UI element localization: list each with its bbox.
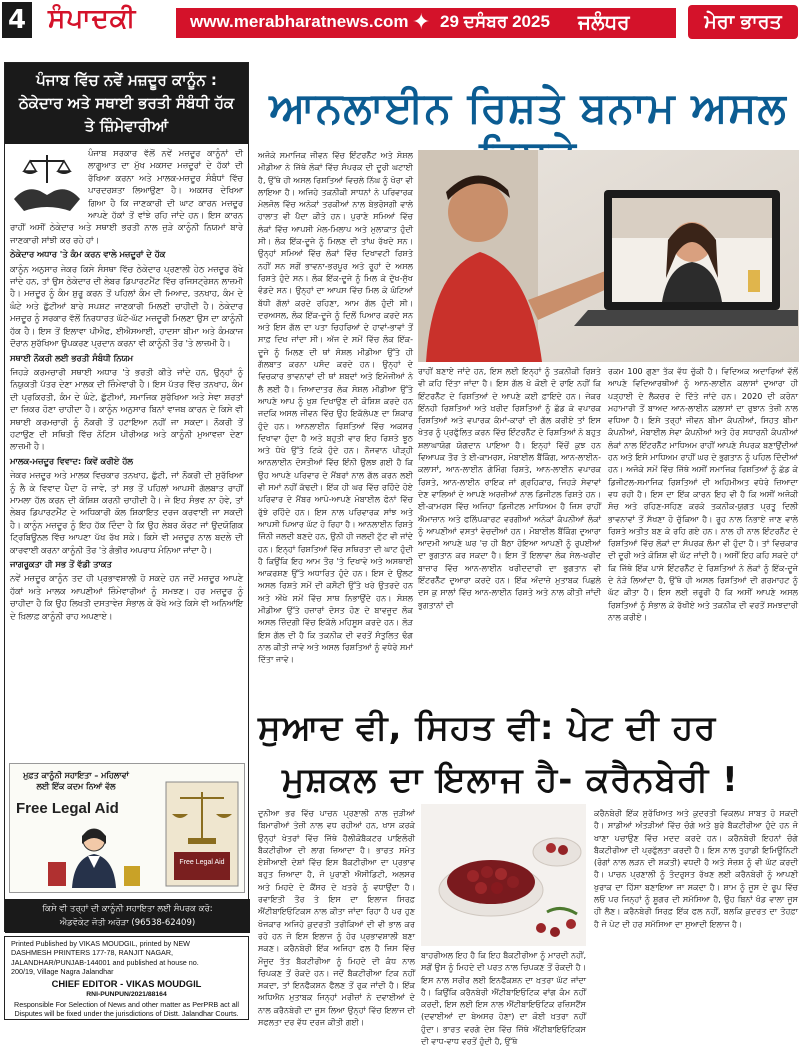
article2-headline	[258, 702, 798, 806]
article2-headline-line1: ਸੁਆਦ ਵੀ, ਸਿਹਤ ਵੀ: ਪੇਟ ਦੀ ਹਰ	[258, 708, 717, 748]
responsibility-note: Responsible For Selection of News and other matter as PerPRB act all Disputes will be fixed under the jurisdictions of Distt. Jalandhar Courts.	[14, 1000, 239, 1019]
article2-column-a: ਦੁਨੀਆ ਭਰ ਵਿੱਚ ਪਾਚਨ ਪ੍ਰਣਾਲੀ ਨਾਲ ਜੁੜੀਆਂ ਬਿਮਾਰੀਆਂ ਤੇਜ਼ੀ ਨਾਲ ਵਧ ਰਹੀਆਂ ਹਨ, ਖਾਸ ਕਰਕੇ ਉਨ੍ਹਾਂ ਖੇਤਰਾਂ ਵਿੱਚ ਜਿੱਥੇ ਹੈਲੀਕੋਬੈਕਟਰ ਪਾਇਲੋਰੀ ਬੈਕਟੀਰੀਆ ਦੀ ਲਾਗ ਜ਼ਿਆਦਾ ਹੈ। ਭਾਰਤ ਸਮੇਤ ਏਸ਼ੀਆਈ ਦੇਸ਼ਾਂ ਵਿੱਚ ਇਸ ਬੈਕਟੀਰੀਆ ਦਾ ਪ੍ਰਭਾਵ ਬਹੁਤ ਜ਼ਿਆਦਾ ਹੈ, ਜੋ ਪੁਰਾਣੀ ਐਸੀਡਿਟੀ, ਅਲਸਰ ਅਤੇ ਮਿਹਦੇ ਦੇ ਕੈਂਸਰ ਦੇ ਖ਼ਤਰੇ ਨੂੰ ਵਧਾਉਂਦਾ ਹੈ। ਰਵਾਇਤੀ ਤੌਰ ਤੇ ਇਸ ਦਾ ਇਲਾਜ ਸਿਰਫ਼ ਐਂਟੀਬਾਇਓਟਿਕਸ ਨਾਲ ਕੀਤਾ ਜਾਂਦਾ ਰਿਹਾ ਹੈ ਪਰ ਹੁਣ ਖੋਜਕਾਰ ਅਜਿਹੇ ਕੁਦਰਤੀ ਤਰੀਕਿਆਂ ਦੀ ਵੀ ਭਾਲ ਕਰ ਰਹੇ ਹਨ ਜੋ ਇਸ ਇਲਾਜ ਨੂੰ ਹੋਰ ਪ੍ਰਭਾਵਸ਼ਾਲੀ ਬਣਾ ਸਕਣ। ਕਰੈਨਬੇਰੀ ਇੱਕ ਅਜਿਹਾ ਫਲ ਹੈ ਜਿਸ ਵਿੱਚ ਮੌਜੂਦ ਤੱਤ ਬੈਕਟੀਰੀਆ ਨੂੰ ਮਿਹਦੇ ਦੀ ਕੰਧ ਨਾਲ ਚਿਪਕਣ ਤੋਂ ਰੋਕਦੇ ਹਨ। ਜਦੋਂ ਬੈਕਟੀਰੀਆ ਟਿਕ ਨਹੀਂ ਸਕਦਾ, ਤਾਂ ਇਨਫੈਕਸ਼ਨ ਫੈਲਣ ਤੋਂ ਰੁਕ ਜਾਂਦੀ ਹੈ। ਇੱਕ ਅਧਿਐਨ ਮੁਤਾਬਕ ਜਿਨ੍ਹਾਂ ਮਰੀਜ਼ਾਂ ਨੇ ਦਵਾਈਆਂ ਦੇ ਨਾਲ ਕਰੈਨਬੇਰੀ ਦਾ ਜੂਸ ਲਿਆ ਉਨ੍ਹਾਂ ਵਿੱਚ ਇਲਾਜ ਦੀ ਸਫਲਤਾ ਦਰ ਵੱਧ ਦਰਜ ਕੀਤੀ ਗਈ।	[258, 809, 415, 1028]
section-body: ਜੇਕਰ ਮਜ਼ਦੂਰ ਅਤੇ ਮਾਲਕ ਵਿਚਕਾਰ ਤਨਖਾਹ, ਛੁੱਟੀ, ਜਾਂ ਨੌਕਰੀ ਦੀ ਸੁਰੱਖਿਆ ਨੂੰ ਲੈ ਕੇ ਵਿਵਾਦ ਪੈਦਾ ਹੋ ਜਾਵੇ, ਤਾਂ ਸਭ ਤੋਂ ਪਹਿਲਾਂ ਆਪਸੀ ਗੱਲਬਾਤ ਰਾਹੀਂ ਮਾਮਲਾ ਹੱਲ ਕਰਨ ਦੀ ਕੋਸ਼ਿਸ਼ ਕਰਨੀ ਚਾਹੀਦੀ ਹੈ। ਜੇ ਇਹ ਸੰਭਵ ਨਾ ਹੋਵੇ, ਤਾਂ ਲੇਬਰ ਡਿਪਾਰਟਮੈਂਟ ਦੇ ਅਧਿਕਾਰੀ ਕੋਲ ਸ਼ਿਕਾਇਤ ਦਰਜ ਕਰਵਾਈ ਜਾ ਸਕਦੀ ਹੈ। ਕਾਨੂੰਨ ਮਜ਼ਦੂਰ ਨੂੰ ਇਹ ਹੱਕ ਦਿੰਦਾ ਹੈ ਕਿ ਉਹ ਲੇਬਰ ਕੋਰਟ ਜਾਂ ਉਦਯੋਗਿਕ ਟ੍ਰਿਬਿਊਨਲ ਵਿੱਚ ਆਪਣਾ ਪੱਖ ਰੱਖ ਸਕੇ। ਕਿਸੇ ਵੀ ਮਜ਼ਦੂਰ ਨਾਲ ਬਦਲੇ ਦੀ ਕਾਰਵਾਈ ਕਰਨਾ ਕਾਨੂੰਨੀ ਤੌਰ 'ਤੇ ਗੰਭੀਰ ਅਪਰਾਧ ਮੰਨਿਆ ਜਾਂਦਾ ਹੈ।	[10, 470, 243, 555]
article2-headline-line2: ਮੁਸ਼ਕਲ ਦਾ ਇਲਾਜ ਹੈ- ਕਰੈਨਬੇਰੀ !	[282, 760, 739, 800]
legal-aid-title: ਮੁਫ਼ਤ ਕਾਨੂੰਨੀ ਸਹਾਇਤਾ – ਮਹਿਲਾਵਾਂ ਲਈ ਇੱਕ ਕਦਮ ਨਿਆਂ ਵੱਲ	[23, 771, 129, 791]
imprint-line: 200/19, Village Nagra Jalandhar	[11, 967, 114, 977]
justice-hands-icon	[10, 149, 84, 219]
section-title: ਸੰਪਾਦਕੀ	[48, 4, 137, 34]
section-heading: ਠੇਕੇਦਾਰ ਅਧਾਰ 'ਤੇ ਕੰਮ ਕਰਨ ਵਾਲੇ ਮਜ਼ਦੂਰਾਂ ਦੇ ਹੱਕ	[10, 249, 166, 260]
imprint-line: JALANDHAR/PUNJAB-144001 and published at house no.	[11, 957, 199, 967]
section-body: ਜਿਹੜੇ ਕਰਮਚਾਰੀ ਸਥਾਈ ਅਧਾਰ 'ਤੇ ਭਰਤੀ ਕੀਤੇ ਜਾਂਦੇ ਹਨ, ਉਨ੍ਹਾਂ ਨੂੰ ਨਿਯੁਕਤੀ ਪੱਤਰ ਦੇਣਾ ਮਾਲਕ ਦੀ ਜ਼ਿੰਮੇਵਾਰੀ ਹੈ। ਇਸ ਪੱਤਰ ਵਿੱਚ ਤਨਖਾਹ, ਕੰਮ ਦੀ ਪ੍ਰਕਿਰਤੀ, ਕੰਮ ਦੇ ਘੰਟੇ, ਛੁੱਟੀਆਂ, ਸਮਾਜਿਕ ਸੁਰੱਖਿਆ ਅਤੇ ਸੇਵਾ ਸ਼ਰਤਾਂ ਦਾ ਜ਼ਿਕਰ ਹੋਣਾ ਚਾਹੀਦਾ ਹੈ। ਕਾਨੂੰਨ ਅਨੁਸਾਰ ਬਿਨਾਂ ਵਾਜਬ ਕਾਰਨ ਦੇ ਕਿਸੇ ਵੀ ਸਥਾਈ ਕਰਮਚਾਰੀ ਨੂੰ ਨੌਕਰੀ ਤੋਂ ਹਟਾਇਆ ਨਹੀਂ ਜਾ ਸਕਦਾ। ਨੌਕਰੀ ਤੋਂ ਹਟਾਉਣ ਦੀ ਸਥਿਤੀ ਵਿੱਚ ਨੋਟਿਸ ਪੀਰੀਅਡ ਅਤੇ ਕਾਨੂੰਨੀ ਮੁਆਵਜ਼ਾ ਦੇਣਾ ਲਾਜ਼ਮੀ ਹੈ।	[10, 366, 243, 452]
lawyer-illustration-icon	[44, 822, 144, 890]
website-link[interactable]: www.merabharatnews.com	[190, 12, 409, 31]
section-heading: ਜਾਗਰੂਕਤਾ ਹੀ ਸਭ ਤੋਂ ਵੱਡੀ ਤਾਕਤ	[10, 559, 112, 569]
star-icon: ✦	[412, 10, 431, 35]
contact-line: ਕਿਸੇ ਵੀ ਤਰ੍ਹਾਂ ਦੀ ਕਾਨੂੰਨੀ ਸਹਾਇਤਾ ਲਈ ਸੰਪਰਕ ਕਰੋ:	[42, 904, 213, 914]
issue-date: 29 ਦਸੰਬਰ 2025	[440, 12, 550, 31]
left-intro: ਪੰਜਾਬ ਸਰਕਾਰ ਵੱਲੋਂ ਨਵੇਂ ਮਜ਼ਦੂਰ ਕਾਨੂੰਨਾਂ ਦੀ ਲਾਗੂਆਤ ਦਾ ਮੁੱਖ ਮਕਸਦ ਮਜ਼ਦੂਰਾਂ ਦੇ ਹੱਕਾਂ ਦੀ ਰੱਖਿਆ ਕਰਨਾ ਅਤੇ ਮਾਲਕ-ਮਜ਼ਦੂਰ ਸੰਬੰਧਾਂ ਵਿੱਚ ਪਾਰਦਰਸ਼ਤਾ ਲਿਆਉਣਾ ਹੈ। ਅਕਸਰ ਦੇਖਿਆ ਗਿਆ ਹੈ ਕਿ ਜਾਣਕਾਰੀ ਦੀ ਘਾਟ ਕਾਰਨ ਮਜ਼ਦੂਰ ਆਪਣੇ ਹੱਕਾਂ ਤੋਂ ਵਾਂਝੇ ਰਹਿ ਜਾਂਦੇ ਹਨ। ਇਸ ਕਾਰਨ ਰਾਹੀਂ ਅਸੀਂ ਠੇਕੇਦਾਰ ਅਤੇ ਸਥਾਈ ਭਰਤੀ ਨਾਲ ਜੁੜੇ ਕਾਨੂੰਨੀ ਨਿਯਮਾਂ ਬਾਰੇ ਜਾਣਕਾਰੀ ਸਾਂਝੀ ਕਰ ਰਹੇ ਹਾਂ।	[10, 148, 243, 245]
rni-number: RNI-PUNPUN/2021/88164	[86, 990, 167, 998]
left-article-body	[5, 144, 248, 622]
contact-advocate: ਐਡਵੋਕੇਟ ਜੋਤੀ ਅਰੋੜਾ (96538-62409)	[59, 918, 196, 928]
legal-aid-box	[9, 763, 245, 893]
article1-column-a: ਅਜੋਕੇ ਸਮਾਜਿਕ ਜੀਵਨ ਵਿੱਚ ਇੰਟਰਨੈੱਟ ਅਤੇ ਸੋਸ਼ਲ ਮੀਡੀਆ ਨੇ ਜਿੱਥੇ ਲੋਕਾਂ ਵਿੱਚ ਸੰਪਰਕ ਦੀ ਦੂਰੀ ਘਟਾਈ ਹੈ, ਉੱਥੇ ਹੀ ਅਸਲ ਰਿਸ਼ਤਿਆਂ ਵਿਚਲੇ ਨਿੱਘ ਨੂੰ ਖੋਰਾ ਵੀ ਲਾਇਆ ਹੈ। ਅਜਿਹੇ ਤਕਨੀਕੀ ਸਾਧਨਾਂ ਨੇ ਪਰਿਵਾਰਕ ਮੇਲਜੋਲ ਵਿੱਚ ਅਨੇਕਾਂ ਤਰਕੀਆਂ ਨਾਲ ਬੇਭਰੋਸਗੀ ਵਾਲੇ ਹਾਲਾਤ ਵੀ ਪੈਦਾ ਕੀਤੇ ਹਨ। ਪੁਰਾਣੇ ਸਮਿਆਂ ਵਿੱਚ ਲੋਕਾਂ ਵਿੱਚ ਆਪਸੀ ਮੇਲ-ਮਿਲਾਪ ਅਤੇ ਮੁਲਾਕਾਤ ਹੁੰਦੀ ਸੀ। ਲੋਕ ਇੱਕ-ਦੂਜੇ ਨੂੰ ਮਿਲਣ ਦੀ ਤਾਂਘ ਰੱਖਦੇ ਸਨ। ਉਨ੍ਹਾਂ ਸਮਿਆਂ ਵਿੱਚ ਲੋਕਾਂ ਵਿੱਚ ਦਿਖਾਵਟੀ ਰਿਸ਼ਤੇ ਨਹੀਂ ਸਨ ਸਗੋਂ ਭਾਵਨਾ-ਭਰਪੂਰ ਅਤੇ ਰੂਹਾਂ ਦੇ ਅਸਲ ਰਿਸ਼ਤੇ ਹੁੰਦੇ ਸਨ। ਲੋਕ ਇੱਕ-ਦੂਜੇ ਨੂੰ ਮਿਲ ਕੇ ਦੁੱਖ-ਸੁੱਖ ਵੰਡਦੇ ਸਨ। ਉਨ੍ਹਾਂ ਦਾ ਆਪਸ ਵਿੱਚ ਮਿਲ ਕੇ ਘੰਟਿਆਂ ਬੱਧੀ ਗੱਲਾਂ ਕਰਦੇ ਰਹਿਣਾ, ਆਮ ਗੱਲ ਹੁੰਦੀ ਸੀ। ਦਰਅਸਲ, ਲੋਕ ਇੱਕ-ਦੂਜੇ ਨੂੰ ਦਿਲੋਂ ਪਿਆਰ ਕਰਦੇ ਸਨ ਅਤੇ ਇਸ ਗੱਲ ਦਾ ਪਤਾ ਚਿਹਰਿਆਂ ਦੇ ਹਾਵਾਂ-ਭਾਵਾਂ ਤੋਂ ਸਾਫ਼ ਦਿਖ ਜਾਂਦਾ ਸੀ। ਅੱਜ ਦੇ ਸਮੇਂ ਵਿੱਚ ਲੋਕ ਇੱਕ-ਦੂਜੇ ਨੂੰ ਮਿਲਣ ਦੀ ਥਾਂ ਸੋਸ਼ਲ ਮੀਡੀਆ ਉੱਤੇ ਹੀ ਗੱਲਬਾਤ ਕਰਨਾ ਪਸੰਦ ਕਰਦੇ ਹਨ। ਉਨ੍ਹਾਂ ਦੇ ਵਿਚਕਾਰ ਭਾਵਨਾਵਾਂ ਦੀ ਥਾਂ ਸ਼ਬਦਾਂ ਅਤੇ ਇਮੋਜੀਆਂ ਨੇ ਲੈ ਲਈ ਹੈ। ਜ਼ਿਆਦਾਤਰ ਲੋਕ ਸੋਸ਼ਲ ਮੀਡੀਆ ਉੱਤੇ ਆਪਣੇ ਆਪ ਨੂੰ ਖੁਸ਼ ਦਿਖਾਉਣ ਦੀ ਕੋਸ਼ਿਸ਼ ਕਰਦੇ ਹਨ ਜਦਕਿ ਅਸਲ ਜੀਵਨ ਵਿੱਚ ਉਹ ਇਕੱਲੇਪਣ ਦਾ ਸ਼ਿਕਾਰ ਹੁੰਦੇ ਹਨ। ਆਨਲਾਈਨ ਰਿਸ਼ਤਿਆਂ ਵਿੱਚ ਅਕਸਰ ਦਿਖਾਵਾ ਹੁੰਦਾ ਹੈ ਅਤੇ ਬਹੁਤੀ ਵਾਰ ਇਹ ਰਿਸ਼ਤੇ ਝੂਠ ਅਤੇ ਧੋਖੇ ਉੱਤੇ ਟਿਕੇ ਹੁੰਦੇ ਹਨ। ਨੌਜਵਾਨ ਪੀੜ੍ਹੀ ਆਨਲਾਈਨ ਦੋਸਤੀਆਂ ਵਿੱਚ ਇੰਨੀ ਉਲਝ ਗਈ ਹੈ ਕਿ ਉਹ ਆਪਣੇ ਪਰਿਵਾਰ ਦੇ ਮੈਂਬਰਾਂ ਨਾਲ ਗੱਲ ਕਰਨ ਲਈ ਵੀ ਸਮਾਂ ਨਹੀਂ ਕੱਢਦੀ। ਇੱਕ ਹੀ ਘਰ ਵਿੱਚ ਰਹਿੰਦੇ ਹੋਏ ਪਰਿਵਾਰ ਦੇ ਮੈਂਬਰ ਆਪੋ-ਆਪਣੇ ਮੋਬਾਈਲ ਫੋਨਾਂ ਵਿੱਚ ਰੁੱਝੇ ਰਹਿੰਦੇ ਹਨ। ਇਸ ਨਾਲ ਪਰਿਵਾਰਕ ਸਾਂਝ ਅਤੇ ਆਪਸੀ ਪਿਆਰ ਘੱਟ ਹੋ ਰਿਹਾ ਹੈ। ਆਨਲਾਈਨ ਰਿਸ਼ਤੇ ਜਿੰਨੀ ਜਲਦੀ ਬਣਦੇ ਹਨ, ਉਨੀ ਹੀ ਜਲਦੀ ਟੁੱਟ ਵੀ ਜਾਂਦੇ ਹਨ। ਇਨ੍ਹਾਂ ਰਿਸ਼ਤਿਆਂ ਵਿੱਚ ਸਥਿਰਤਾ ਦੀ ਘਾਟ ਹੁੰਦੀ ਹੈ ਕਿਉਂਕਿ ਇਹ ਆਮ ਤੌਰ 'ਤੇ ਦਿਖਾਵੇ ਅਤੇ ਅਸਥਾਈ ਆਕਰਸ਼ਣ ਉੱਤੇ ਅਧਾਰਿਤ ਹੁੰਦੇ ਹਨ। ਇਸ ਦੇ ਉਲਟ ਅਸਲ ਰਿਸ਼ਤੇ ਸਮੇਂ ਦੀ ਕਸੌਟੀ ਉੱਤੇ ਖਰੇ ਉਤਰਦੇ ਹਨ ਅਤੇ ਔਖੇ ਸਮੇਂ ਵਿੱਚ ਸਾਥ ਨਿਭਾਉਂਦੇ ਹਨ। ਸੋਸ਼ਲ ਮੀਡੀਆ ਉੱਤੇ ਹਜ਼ਾਰਾਂ ਦੋਸਤ ਹੋਣ ਦੇ ਬਾਵਜੂਦ ਲੋਕ ਅਸਲ ਜ਼ਿੰਦਗੀ ਵਿੱਚ ਇਕੱਲੇ ਮਹਿਸੂਸ ਕਰਦੇ ਹਨ। ਲੋੜ ਇਸ ਗੱਲ ਦੀ ਹੈ ਕਿ ਤਕਨੀਕ ਦੀ ਵਰਤੋਂ ਸੰਤੁਲਿਤ ਢੰਗ ਨਾਲ ਕੀਤੀ ਜਾਵੇ ਅਤੇ ਅਸਲ ਰਿਸ਼ਤਿਆਂ ਨੂੰ ਵਧੇਰੇ ਸਮਾਂ ਦਿੱਤਾ ਜਾਵੇ।	[258, 151, 413, 665]
article2-column-b: ਬਾਹਰੀਅਲ ਇਹ ਹੈ ਕਿ ਇਹ ਬੈਕਟੀਰੀਆ ਨੂੰ ਮਾਰਦੀ ਨਹੀਂ, ਸਗੋਂ ਉਸ ਨੂੰ ਮਿਹਦੇ ਦੀ ਪਰਤ ਨਾਲ ਚਿਪਕਣ ਤੋਂ ਰੋਕਦੀ ਹੈ। ਇਸ ਨਾਲ ਸਰੀਰ ਲਈ ਇਨਫੈਕਸ਼ਨ ਦਾ ਖ਼ਤਰਾ ਘੱਟ ਜਾਂਦਾ ਹੈ। ਕਿਉਂਕਿ ਕਰੈਨਬੇਰੀ ਐਂਟੀਬਾਇਓਟਿਕ ਵਾਂਗ ਕੰਮ ਨਹੀਂ ਕਰਦੀ, ਇਸ ਲਈ ਇਸ ਨਾਲ ਐਂਟੀਬਾਇਓਟਿਕ ਰਜ਼ਿਸਟੈਂਸ (ਦਵਾਈਆਂ ਦਾ ਬੇਅਸਰ ਹੋਣਾ) ਦਾ ਕੋਈ ਖ਼ਤਰਾ ਨਹੀਂ ਹੁੰਦਾ। ਭਾਰਤ ਵਰਗੇ ਦੇਸ਼ ਵਿੱਚ ਜਿੱਥੇ ਐਂਟੀਬਾਇਓਟਿਕਸ ਦੀ ਵਾਧ-ਵਾਧ ਵਰਤੋਂ ਹੁੰਦੀ ਹੈ, ਉੱਥੇ	[421, 951, 586, 1047]
left-article	[4, 62, 249, 932]
article1-column-c: ਰਕਮ 100 ਗੁਣਾ ਤੱਕ ਵੱਧ ਚੁੱਕੀ ਹੈ। ਵਿਦਿਅਕ ਅਦਾਰਿਆਂ ਵੱਲੋਂ ਆਪਣੇ ਵਿਦਿਆਰਥੀਆਂ ਨੂੰ ਆਨ-ਲਾਈਨ ਕਲਾਸਾਂ ਦੁਆਰਾ ਹੀ ਪੜ੍ਹਾਈ ਦੇ ਲੈਕਚਰ ਦੇ ਦਿੱਤੇ ਜਾਂਦੇ ਹਨ। 2020 ਦੀ ਕਰੋਨਾ ਮਹਾਮਾਰੀ ਤੋਂ ਬਾਅਦ ਆਨ-ਲਾਈਨ ਕਲਾਸਾਂ ਦਾ ਰੁਝਾਨ ਤੇਜ਼ੀ ਨਾਲ ਵਧਿਆ ਹੈ। ਇਸੇ ਤਰ੍ਹਾਂ ਜੀਵਨ ਬੀਮਾ ਕੰਪਨੀਆਂ, ਸਿਹਤ ਬੀਮਾ ਕੰਪਨੀਆਂ, ਮੋਬਾਈਲ ਸੇਵਾ ਕੰਪਨੀਆਂ ਅਤੇ ਹੋਰ ਸਧਾਰਨੀ ਕੰਪਨੀਆਂ ਲੋਕਾਂ ਨਾਲ ਇੰਟਰਨੈੱਟ ਮਾਧਿਅਮ ਰਾਹੀਂ ਆਪਣੇ ਸੰਪਰਕ ਬਣਾਉਂਦੀਆਂ ਹਨ ਅਤੇ ਇਸੇ ਮਾਧਿਅਮ ਰਾਹੀਂ ਘਰ ਦੇ ਭੁਗਤਾਨ ਨੂੰ ਪਹਿਲ ਦਿੰਦੀਆਂ ਹਨ। ਅਜੋਕੇ ਸਮੇਂ ਵਿੱਚ ਜਿੱਥੇ ਅਸੀਂ ਸਮਾਜਿਕ ਰਿਸ਼ਤਿਆਂ ਨੂੰ ਛੱਡ ਕੇ ਡਿਜੀਟਲ-ਸਮਾਜਿਕ ਰਿਸ਼ਤਿਆਂ ਦੀ ਅਹਿਮੀਅਤ ਵਧੇਰੇ ਜ਼ਿਆਦਾ ਵਧ ਰਹੀ ਹੈ। ਇਸ ਦਾ ਇੱਕ ਕਾਰਨ ਇਹ ਵੀ ਹੈ ਕਿ ਅਸੀਂ ਅਜੋਕੀ ਸੋਚ ਅਤੇ ਰਹਿਣ-ਸਹਿਣ ਕਰਕੇ ਤਕਨੀਕ-ਯੁਗਤ ਪ੍ਰਤੂ ਦਿਲੀ ਭਾਵਨਾਵਾਂ ਤੋਂ ਸੱਖਣਾ ਹੋ ਚੁੱਕਿਆ ਹੈ। ਰੂਹ ਨਾਲ ਨਿਭਾਏ ਜਾਣ ਵਾਲੇ ਰਿਸ਼ਤੇ ਅਤੀਤ ਬਣ ਕੇ ਰਹਿ ਗਏ ਹਨ। ਨਾਲ ਹੀ ਨਾਲ ਇੰਟਰਨੈੱਟ ਦੇ ਰਿਸ਼ਤਿਆਂ ਵਿੱਚ ਲੋਕਾਂ ਦਾ ਸੰਪਰਕ ਲੰਮਾ ਵੀ ਹੁੰਦਾ ਹੈ। ਤਾਂ ਵਿਚਕਾਰ ਦੀ ਦੂਰੀ ਅਤੇ ਕੋਸ਼ਿਸ਼ ਵੀ ਘੱਟ ਜਾਂਦੀ ਹੈ। ਅਸੀਂ ਇਹ ਕਹਿ ਸਕਦੇ ਹਾਂ ਕਿ ਜਿੱਥੇ ਇੱਕ ਪਾਸੇ ਇੰਟਰਨੈੱਟ ਦੇ ਰਿਸ਼ਤਿਆਂ ਨੇ ਲੋਕਾਂ ਨੂੰ ਇੱਕ-ਦੂਜੇ ਦੇ ਨੇੜੇ ਲਿਆਂਦਾ ਹੈ, ਉੱਥੇ ਹੀ ਅਸਲ ਰਿਸ਼ਤਿਆਂ ਦੀ ਗਰਮਾਹਟ ਨੂੰ ਘੱਟ ਕੀਤਾ ਹੈ। ਇਸ ਲਈ ਜ਼ਰੂਰੀ ਹੈ ਕਿ ਅਸੀਂ ਆਪਣੇ ਅਸਲ ਰਿਸ਼ਤਿਆਂ ਨੂੰ ਸੰਭਾਲ ਕੇ ਰੱਖੀਏ ਅਤੇ ਤਕਨੀਕ ਦੀ ਵਰਤੋਂ ਸਮਝਦਾਰੀ ਨਾਲ ਕਰੀਏ।	[608, 367, 798, 622]
article1-headline: ਆਨਲਾਈਨ ਰਿਸ਼ਤੇ ਬਨਾਮ ਅਸਲ	[269, 83, 787, 132]
imprint-line: DASHMESH PRINTERS 177-78, RANJIT NAGAR,	[11, 948, 174, 958]
article1-column-b: ਰਾਹੀਂ ਬਣਾਏ ਜਾਂਦੇ ਹਨ, ਇਸ ਲਈ ਇਨ੍ਹਾਂ ਨੂੰ ਤਕਨੀਕੀ ਰਿਸ਼ਤੇ ਵੀ ਕਹਿ ਦਿੱਤਾ ਜਾਂਦਾ ਹੈ। ਇਸ ਗੱਲ ਖੋ ਕੋਈ ਦੋ ਰਾਇ ਨਹੀਂ ਕਿ ਇੰਟਰਨੈੱਟ ਦੇ ਰਿਸ਼ਤਿਆਂ ਦੇ ਆਪਣੇ ਕਈ ਫ਼ਾਇਦੇ ਹਨ। ਜੇਕਰ ਇੰਨਹੀ ਰਿਸ਼ਤਿਆਂ ਅਤੇ ਖ਼ਰੀਦ ਰਿਸ਼ਤਿਆਂ ਨੂੰ ਛੱਡ ਕੇ ਵਪਾਰਕ ਰਿਸ਼ਤਿਆਂ ਅਤੇ ਵਪਾਰਕ ਕੰਮਾਂ-ਕਾਰਾਂ ਦੀ ਗੱਲ ਕਰੀਏ ਤਾਂ ਇਸ ਖੇਤਰ ਨੂੰ ਪ੍ਰਫੁੱਲਿਤ ਕਰਨ ਵਿੱਚ ਇੰਟਰਨੈੱਟ ਦੇ ਰਿਸ਼ਤਿਆਂ ਨੇ ਬਹੁਤ ਸ਼ਲਾਘਾਯੋਗ ਯੋਗਦਾਨ ਪਾਇਆ ਹੈ। ਇਨ੍ਹਾਂ ਵਿੱਚੋਂ ਕੁਝ ਹਨ ਵਿਆਪਕ ਤੌਰ ਤੇ ਈ-ਕਾਮਰਸ, ਮੋਬਾਈਲ ਬੈਂਕਿੰਗ, ਆਨ-ਲਾਈਨ-ਕਲਾਸਾਂ, ਆਨ-ਲਾਈਨ ਗੇਮਿੰਗ ਰਿਸ਼ਤੇ, ਆਨ-ਲਾਈਨ ਵਪਾਰਕ ਰਿਸ਼ਤੇ, ਆਨ-ਲਾਈਨ ਰਾਇਕ ਜਾਂ ਗ੍ਰਹਿਕਾਰ, ਜਿਹੜੇ ਸੇਵਾਵਾਂ ਦੇਣ ਵਾਲਿਆਂ ਦੇ ਆਪਣੇ ਅਰਜ਼ੀਆਂ ਨਾਲ ਡਿਜੀਟਲ ਰਿਸ਼ਤੇ ਹਨ। ਈ-ਕਾਮਰਸ ਵਿੱਚ ਅਜਿਹਾ ਡਿਜੀਟਲ ਮਾਧਿਅਮ ਹੈ ਜਿਸ ਰਾਹੀਂ ਐਮਾਜ਼ਾਨ ਅਤੇ ਫਲਿੱਪਕਾਰਟ ਵਰਗੀਆਂ ਅਨੇਕਾਂ ਕੰਪਨੀਆਂ ਲੋਕਾਂ ਨੂੰ ਆਪਣੀਆਂ ਵਸਤਾਂ ਵੇਚਦੀਆਂ ਹਨ। ਮੋਬਾਈਲ ਬੈਂਕਿੰਗ ਦੁਆਰਾ ਆਦਮੀ ਆਪਣੇ ਘਰ 'ਚ ਹੀ ਬੈਠਾ ਹੋਇਆ ਆਪਣੀ ਨੂੰ ਰੁਪਈਆਂ ਦਾ ਭੁਗਤਾਨ ਕਰ ਸਕਦਾ ਹੈ। ਇਸ ਤੋਂ ਇਲਾਵਾ ਲੋਕ ਸੇਲ-ਖਰੀਦ ਬਾਜ਼ਾਰ ਵਿੱਚ ਆਨ-ਲਾਈਨ ਖਰੀਦਦਾਰੀ ਦਾ ਭੁਗਤਾਨ ਵੀ ਇੰਟਰਨੈੱਟ ਦੁਆਰਾ ਕਰਦੇ ਹਨ। ਇੱਕ ਅੰਦਾਜ਼ੇ ਮੁਤਾਬਕ ਪਿਛਲੇ ਦਸ ਕੁ ਸਾਲਾਂ ਵਿੱਚ ਆਨ-ਲਾਈਨ ਰਿਸ਼ਤੇ ਅਤੇ ਨਾਲ ਕੀਤੀ ਜਾਂਦੀ ਭੁਗਤਾਨਾਂ ਦੀ	[418, 367, 601, 610]
section-heading: ਮਾਲਕ-ਮਜ਼ਦੂਰ ਵਿਵਾਦ: ਕਿਵੇਂ ਕਰੀਏ ਹੱਲ	[10, 455, 133, 466]
imprint-box	[4, 936, 249, 1020]
left-article-headline: ਪੰਜਾਬ ਵਿੱਚ ਨਵੇਂ ਮਜ਼ਦੂਰ ਕਾਨੂੰਨ : ਠੇਕੇਦਾਰ ਅਤੇ ਸਥਾਈ ਭਰਤੀ ਸੰਬੰਧੀ ਹੱਕ ਤੇ ਜ਼ਿੰਮੇਵਾਰੀਆਂ	[5, 63, 248, 144]
online-relationship-photo	[418, 150, 799, 362]
section-body: ਨਵੇਂ ਮਜ਼ਦੂਰ ਕਾਨੂੰਨ ਤਦ ਹੀ ਪ੍ਰਭਾਵਸ਼ਾਲੀ ਹੋ ਸਕਦੇ ਹਨ ਜਦੋਂ ਮਜ਼ਦੂਰ ਆਪਣੇ ਹੱਕਾਂ ਅਤੇ ਮਾਲਕ ਆਪਣੀਆਂ ਜ਼ਿੰਮੇਵਾਰੀਆਂ ਨੂੰ ਸਮਝਣ। ਹਰ ਮਜ਼ਦੂਰ ਨੂੰ ਚਾਹੀਦਾ ਹੈ ਕਿ ਉਹ ਲਿਖਤੀ ਦਸਤਾਵੇਜ਼ ਸੰਭਾਲ ਕੇ ਰੱਖੇ ਅਤੇ ਕਿਸੇ ਵੀ ਅਨਿਆਂਇ ਦੇ ਖ਼ਿਲਾਫ਼ ਕਾਨੂੰਨੀ ਰਾਹ ਅਪਣਾਏ।	[10, 573, 243, 621]
section-body: ਕਾਨੂੰਨ ਅਨੁਸਾਰ ਜੇਕਰ ਕਿਸੇ ਸੰਸਥਾ ਵਿੱਚ ਠੇਕੇਦਾਰ ਪ੍ਰਣਾਲੀ ਹੇਠ ਮਜ਼ਦੂਰ ਰੱਖੇ ਜਾਂਦੇ ਹਨ, ਤਾਂ ਉਸ ਠੇਕੇਦਾਰ ਦੀ ਲੇਬਰ ਡਿਪਾਰਟਮੈਂਟ ਵਿੱਚ ਰਜਿਸਟ੍ਰੇਸ਼ਨ ਲਾਜ਼ਮੀ ਹੈ। ਮਜ਼ਦੂਰ ਨੂੰ ਕੰਮ ਸ਼ੁਰੂ ਕਰਨ ਤੋਂ ਪਹਿਲਾਂ ਕੰਮ ਦੀ ਮਿਆਦ, ਤਨਖਾਹ, ਕੰਮ ਦੇ ਘੰਟੇ ਅਤੇ ਛੁੱਟੀਆਂ ਬਾਰੇ ਸਪਸ਼ਟ ਜਾਣਕਾਰੀ ਮਿਲਣੀ ਚਾਹੀਦੀ ਹੈ। ਠੇਕੇਦਾਰ ਮਜ਼ਦੂਰ ਨੂੰ ਸਰਕਾਰ ਵੱਲੋਂ ਨਿਰਧਾਰਤ ਘੱਟੋ-ਘੱਟ ਮਜ਼ਦੂਰੀ ਮਿਲਣਾ ਉਸ ਦਾ ਕਾਨੂੰਨੀ ਹੱਕ ਹੈ। ਇਸ ਤੋਂ ਇਲਾਵਾ ਪੀਐਫ, ਈਐਸਆਈ, ਹਾਦਸਾ ਬੀਮਾ ਅਤੇ ਕੰਮਕਾਜ ਦੌਰਾਨ ਸੁਰੱਖਿਆ ਉਪਕਰਣ ਪ੍ਰਦਾਨ ਕਰਨਾ ਵੀ ਕਾਨੂੰਨੀ ਤੌਰ 'ਤੇ ਲਾਜ਼ਮੀ ਹੈ।	[10, 263, 243, 349]
masthead	[0, 0, 803, 42]
legal-aid-english: Free Legal Aid	[16, 800, 119, 817]
chief-editor: CHIEF EDITOR - VIKAS MOUDGIL	[51, 977, 202, 989]
book-label: Free Legal Aid	[179, 859, 225, 866]
contact-bar	[5, 899, 250, 933]
scales-book-icon	[162, 778, 242, 890]
brand-logo: ਮੇਰਾ ਭਾਰਤ	[688, 5, 798, 39]
page-number: 4	[2, 2, 32, 38]
article2-column-c: ਕਰੈਨਬੇਰੀ ਇੱਕ ਸੁਰੱਖਿਅਤ ਅਤੇ ਕੁਦਰਤੀ ਵਿਕਲਪ ਸਾਬਤ ਹੋ ਸਕਦੀ ਹੈ। ਸਾਡੀਆਂ ਅੰਤੜੀਆਂ ਵਿੱਚ ਚੰਗੇ ਅਤੇ ਬੁਰੇ ਬੈਕਟੀਰੀਆ ਹੁੰਦੇ ਹਨ ਜੋ ਖਾਣਾ ਪਚਾਉਣ ਵਿੱਚ ਮਦਦ ਕਰਦੇ ਹਨ। ਕਰੈਨਬੇਰੀ ਇਹਨਾਂ ਚੰਗੇ ਬੈਕਟੀਰੀਆ ਦੀ ਪ੍ਰਫੁੱਲਤਾ ਕਰਦੀ ਹੈ। ਇਸ ਨਾਲ ਤੁਹਾਡੀ ਇਮਿਊਨਿਟੀ (ਰੋਗਾਂ ਨਾਲ ਲੜਨ ਦੀ ਸ਼ਕਤੀ) ਵਧਦੀ ਹੈ ਅਤੇ ਸੋਜ਼ਸ਼ ਨੂੰ ਵੀ ਘੱਟ ਕਰਦੀ ਹੈ। ਪਾਚਨ ਪ੍ਰਣਾਲੀ ਨੂੰ ਤੰਦਰੁਸਤ ਰੱਖਣ ਲਈ ਕਰੈਨਬੇਰੀ ਨੂੰ ਆਪਣੀ ਖੁਰਾਕ ਦਾ ਹਿੱਸਾ ਬਣਾਇਆ ਜਾ ਸਕਦਾ ਹੈ। ਸ਼ਾਮ ਨੂੰ ਜੂਸ ਦੇ ਰੂਪ ਵਿੱਚ ਲਓ ਪਰ ਜਿਨ੍ਹਾਂ ਨੂੰ ਸ਼ੂਗਰ ਦੀ ਸਮੱਸਿਆ ਹੈ, ਉਹ ਬਿਨਾਂ ਖੰਡ ਵਾਲਾ ਜੂਸ ਹੀ ਲੈਣ। ਕਰੈਨਬੇਰੀ ਸਿਰਫ਼ ਇੱਕ ਫਲ ਨਹੀਂ, ਬਲਕਿ ਕੁਦਰਤ ਦਾ ਤੋਹਫ਼ਾ ਹੈ ਜੋ ਪੇਟ ਦੀ ਹਰ ਸਮੱਸਿਆ ਦਾ ਸੁਆਦੀ ਇਲਾਜ ਹੈ।	[594, 809, 798, 929]
section-heading: ਸਥਾਈ ਨੌਕਰੀ ਲਈ ਭਰਤੀ ਸੰਬੰਧੀ ਨਿਯਮ	[10, 352, 133, 363]
edition-city: ਜਲੰਧਰ	[578, 10, 630, 34]
cranberry-photo	[421, 804, 586, 946]
imprint-line: Printed Published by VIKAS MOUDGIL, printed by NEW	[11, 939, 190, 948]
